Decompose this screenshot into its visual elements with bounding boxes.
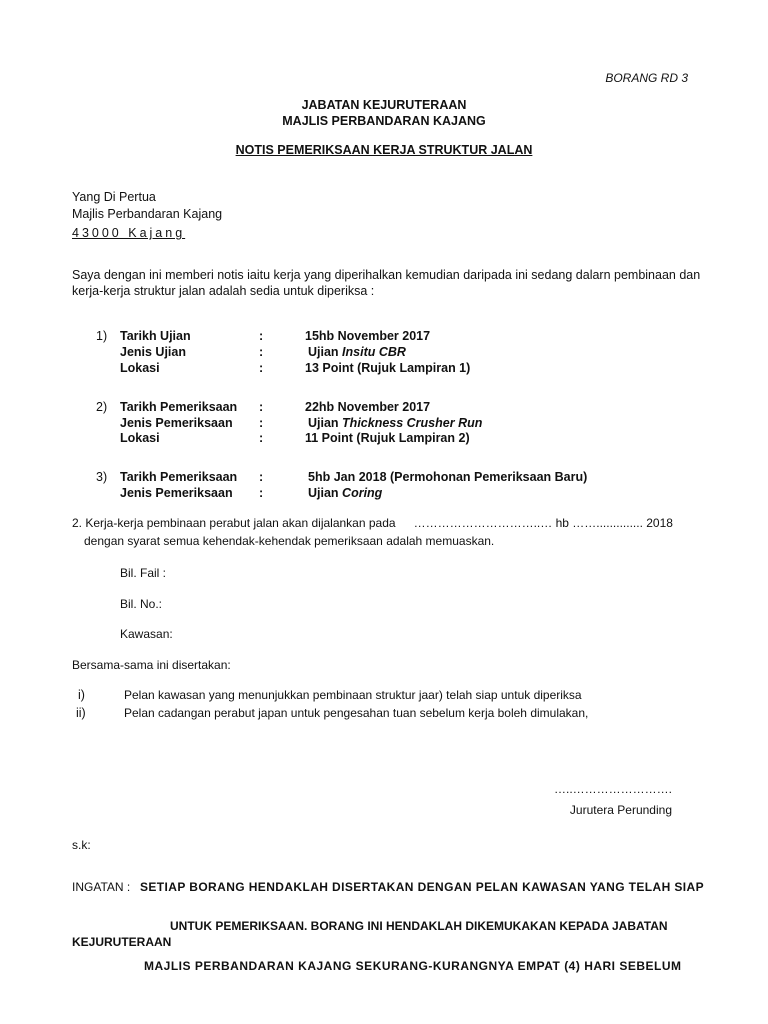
notice-title: NOTIS PEMERIKSAAN KERJA STRUKTUR JALAN (235, 143, 533, 157)
item-colon: : (259, 400, 264, 414)
item-value: Ujian Insitu CBR (308, 345, 406, 359)
item-number: 2) (96, 400, 108, 414)
item-colon: : (259, 361, 264, 375)
reminder-label: INGATAN : (72, 880, 131, 894)
item-label: Jenis Ujian (120, 345, 186, 359)
item-colon: : (259, 431, 264, 445)
item-label: Tarikh Ujian (120, 329, 191, 343)
item-number: 3) (96, 470, 108, 484)
item-value: 13 Point (Rujuk Lampiran 1) (305, 361, 471, 375)
intro-line-2: kerja-kerja struktur jalan adalah sedia untuk diperiksa : (72, 284, 375, 298)
address-line-2: Majlis Perbandaran Kajang (72, 207, 223, 221)
para2-line-1: 2. Kerja-kerja pembinaan perabut jalan akan dijalankan pada …………………………..… hb …….............. 2018 (72, 516, 673, 530)
item-value: 5hb Jan 2018 (Permohonan Pemeriksaan Baru) (308, 470, 588, 484)
item-value: Ujian Thickness Crusher Run (308, 416, 483, 430)
item-value: 11 Point (Rujuk Lampiran 2) (305, 431, 470, 445)
item-label: Lokasi (120, 431, 160, 445)
reminder-line-1: SETIAP BORANG HENDAKLAH DISERTAKAN DENGAN PELAN KAWASAN YANG TELAH SIAP (140, 880, 704, 894)
department-name: JABATAN KEJURUTERAAN (301, 98, 467, 112)
item-colon: : (259, 486, 264, 500)
kawasan-field: Kawasan: (120, 627, 173, 641)
item-label: Jenis Pemeriksaan (120, 416, 233, 430)
attachment-number: ii) (76, 706, 86, 720)
item-value: Ujian Coring (308, 486, 383, 500)
sk-label: s.k: (72, 838, 91, 852)
signature-line: …..……………………. (553, 782, 672, 796)
item-number: 1) (96, 329, 108, 343)
item-colon: : (259, 416, 264, 430)
item-colon: : (259, 345, 264, 359)
council-name: MAJLIS PERBANDARAN KAJANG (282, 114, 486, 128)
item-label: Tarikh Pemeriksaan (120, 470, 238, 484)
attachment-text: Pelan cadangan perabut japan untuk pengesahan tuan sebelum kerja boleh dimulakan, (124, 706, 589, 720)
item-value: 15hb November 2017 (305, 329, 431, 343)
address-line-1: Yang Di Pertua (72, 190, 156, 204)
attachment-text: Pelan kawasan yang menunjukkan pembinaan struktur jaar) telah siap untuk diperiksa (124, 688, 582, 702)
item-value: 22hb November 2017 (305, 400, 431, 414)
reminder-line-3: KEJURUTERAAN (72, 935, 172, 949)
item-colon: : (259, 329, 264, 343)
reminder-line-2: UNTUK PEMERIKSAAN. BORANG INI HENDAKLAH DIKEMUKAKAN KEPADA JABATAN (170, 919, 668, 933)
item-label: Lokasi (120, 361, 160, 375)
attachment-number: i) (78, 688, 85, 702)
reminder-line-4: MAJLIS PERBANDARAN KAJANG SEKURANG-KURANGNYA EMPAT (4) HARI SEBELUM (144, 959, 682, 973)
intro-line-1: Saya dengan ini memberi notis iaitu kerja yang diperihalkan kemudian daripada ini sedang dalarn pembinaan dan (72, 268, 701, 282)
bil-no-field: Bil. No.: (120, 597, 163, 611)
para2-line-2: dengan syarat semua kehendak-kehendak pemeriksaan adalah memuaskan. (84, 534, 495, 548)
item-label: Jenis Pemeriksaan (120, 486, 233, 500)
form-code: BORANG RD 3 (605, 71, 688, 85)
item-label: Tarikh Pemeriksaan (120, 400, 238, 414)
bil-fail-field: Bil. Fail : (120, 566, 167, 580)
item-colon: : (259, 470, 264, 484)
signature-title: Jurutera Perunding (569, 803, 672, 817)
attachments-intro: Bersama-sama ini disertakan: (72, 658, 231, 672)
address-line-3: 43000 Kajang (72, 226, 186, 240)
